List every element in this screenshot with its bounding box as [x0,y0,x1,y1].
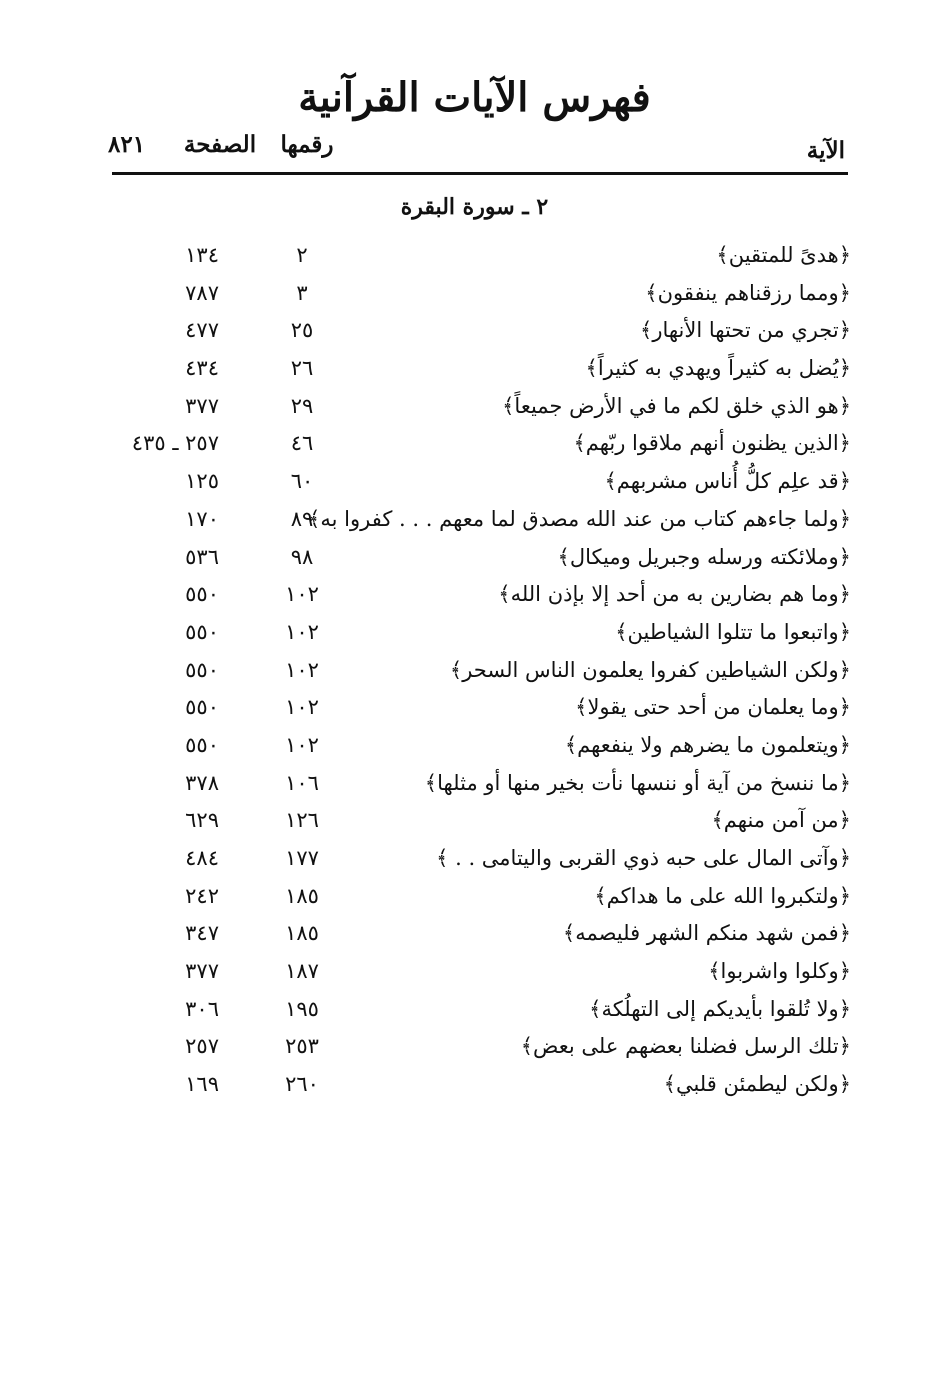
verse-text: ﴿ويتعلمون ما يضرهم ولا ينفعهم﴾ [564,732,851,757]
page-reference: ٥٥٠ [185,657,219,682]
table-row [0,274,949,312]
page-reference: ٤٣٤ [185,356,219,381]
verse-number: ٨٩ [290,506,314,531]
table-row [0,387,949,425]
page-reference: ٦٢٩ [185,808,219,833]
page-reference: ٣٧٧ [185,959,219,984]
column-header-ayah: الآية [806,137,845,164]
table-row [0,952,949,990]
page-reference: ٢٤٢ [185,883,219,908]
page-reference: ١٢٥ [185,469,219,494]
page-reference: ٥٥٠ [185,582,219,607]
verse-number: ٢٦٠ [285,1072,319,1097]
verse-text: ﴿وملائكته ورسله وجبريل وميكال﴾ [557,544,851,569]
verse-text: ﴿ما ننسخ من آية أو ننسها نأت بخير منها أو مثلها﴾ [424,770,851,795]
index-table [0,236,949,1103]
table-row [0,877,949,915]
table-row [0,801,949,839]
page-reference: ١٣٤ [185,243,219,267]
table-row [0,613,949,651]
verse-text: ﴿هو الذي خلق لكم ما في الأرض جميعاً﴾ [502,393,851,418]
page-title: فهرس الآيات القرآنية [298,74,651,121]
table-row [0,990,949,1028]
verse-text: ﴿ولكن الشياطين كفروا يعلمون الناس السحر﴾ [449,657,851,682]
verse-text: ﴿واتبعوا ما تتلوا الشياطين﴾ [615,619,851,644]
verse-text: ﴿ومما رزقناهم ينفقون﴾ [645,280,851,305]
column-header-number: رقمها [280,131,334,158]
verse-text: ﴿وكلوا واشربوا﴾ [708,959,851,984]
page-reference: ٢٥٧ [185,1034,219,1059]
verse-number: ٢٦ [290,356,314,381]
verse-text: ﴿يُضل به كثيراً ويهدي به كثيراً﴾ [585,356,851,381]
table-row [0,726,949,764]
page-reference: ٧٨٧ [185,280,219,305]
table-row [0,462,949,500]
page-reference: ٣٠٦ [185,996,219,1021]
verse-number: ١٠٢ [285,619,319,644]
table-row [0,349,949,387]
verse-number: ١٠٢ [285,582,319,607]
verse-text: ﴿تلك الرسل فضلنا بعضهم على بعض﴾ [520,1034,851,1059]
page-reference: ١٦٩ [185,1072,219,1097]
verse-number: ٣ [296,280,308,305]
verse-text: ﴿فمن شهد منكم الشهر فليصمه﴾ [562,921,851,946]
verse-text: ﴿تجري من تحتها الأنهار﴾ [640,318,851,343]
page-reference: ٥٥٠ [185,732,219,757]
verse-number: ٩٨ [290,544,314,569]
verse-text: ﴿هدىً للمتقين﴾ [716,243,851,267]
surah-heading: ٢ ـ سورة البقرة [400,194,549,220]
verse-number: ١٨٧ [285,959,319,984]
table-row [0,538,949,576]
verse-number: ١٠٦ [285,770,319,795]
page-reference: ٤٧٧ [185,318,219,343]
verse-text: ﴿ولكن ليطمئن قلبي﴾ [663,1072,851,1097]
header-divider [112,172,848,175]
page-reference: ٥٣٦ [185,544,219,569]
page-reference: ٣٤٧ [185,921,219,946]
page-reference: ٤٨٤ [185,846,219,870]
verse-number: ١٧٧ [285,846,319,870]
table-row [0,651,949,689]
table-row [0,424,949,462]
verse-text: ﴿قد علِم كلُّ أُناس مشربهم﴾ [604,469,851,494]
table-row [0,764,949,802]
table-row [0,500,949,538]
verse-text: ﴿الذين يظنون أنهم ملاقوا ربّهم﴾ [573,431,851,456]
verse-text: ﴿وما يعلمان من أحد حتى يقولا﴾ [575,695,851,720]
verse-number: ١٨٥ [285,883,319,908]
verse-text: ﴿ولا تُلقوا بأيديكم إلى التهلُكة﴾ [589,996,851,1021]
verse-text: ﴿من آمن منهم﴾ [711,808,851,833]
table-row [0,575,949,613]
table-row [0,1027,949,1065]
page-number: ٨٢١ [108,131,146,158]
verse-number: ١٢٦ [285,808,319,833]
verse-text: ﴿وما هم بضارين به من أحد إلا بإذن الله﴾ [498,582,851,607]
page-reference: ٢٥٧ ـ ٤٣٥ [131,431,219,456]
page-reference: ٥٥٠ [185,695,219,720]
table-row [0,914,949,952]
table-row [0,311,949,349]
verse-text: ﴿ولتكبروا الله على ما هداكم﴾ [594,883,851,908]
table-row [0,236,949,274]
verse-number: ١٠٢ [285,657,319,682]
verse-number: ٦٠ [290,469,314,494]
column-header-page: الصفحة [183,131,257,158]
table-row [0,688,949,726]
verse-number: ١٩٥ [285,996,319,1021]
verse-number: ٢ [296,243,308,267]
verse-number: ٢٩ [290,393,314,418]
page-reference: ٣٧٨ [185,770,219,795]
verse-text: ﴿وآتى المال على حبه ذوي القربى واليتامى . . ﴾ [436,846,851,870]
table-row [0,839,949,877]
page-reference: ٣٧٧ [185,393,219,418]
verse-text: ﴿ولما جاءهم كتاب من عند الله مصدق لما معهم . . . كفروا به﴾ [308,506,851,531]
verse-number: ١٨٥ [285,921,319,946]
verse-number: ١٠٢ [285,732,319,757]
verse-number: ٢٥٣ [285,1034,319,1059]
page-reference: ٥٥٠ [185,619,219,644]
table-row [0,1065,949,1103]
verse-number: ١٠٢ [285,695,319,720]
verse-number: ٢٥ [290,318,314,343]
verse-number: ٤٦ [290,431,314,456]
page-reference: ١٧٠ [185,506,219,531]
